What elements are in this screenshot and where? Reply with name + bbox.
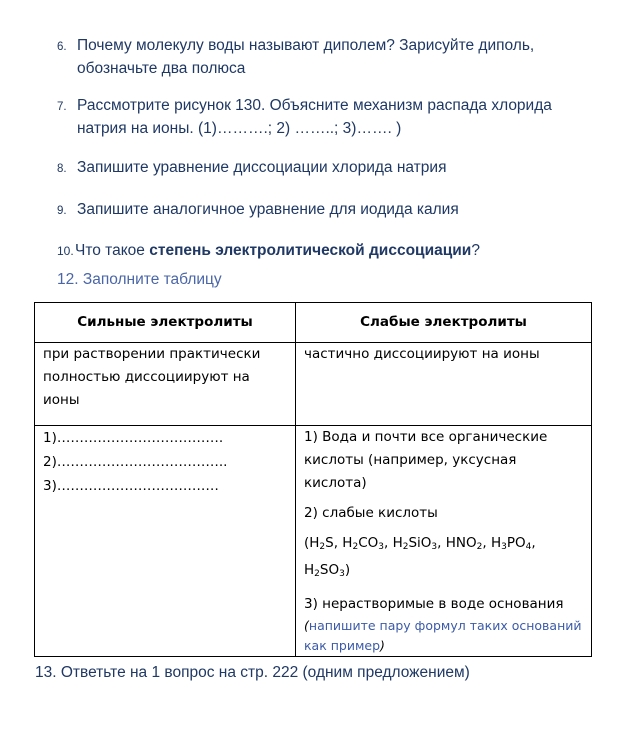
question-text: Рассмотрите рисунок 130. Объясните механизм распада хлорида xyxy=(77,97,552,114)
weak-acid-formulas: ($H_2S$, $H_2CO_3$, $H_2SiO_3$, $HNO_2$, $H_3PO_4$, $H_2SO_3$) xyxy=(304,535,536,579)
question-number: 7. xyxy=(57,101,67,113)
hint-text: напишите пару формул таких оснований как пример xyxy=(304,618,582,653)
question-number: 9. xyxy=(57,205,67,217)
hint-paren: ) xyxy=(380,638,385,653)
weak-definition-cell: частично диссоциируют на ионы xyxy=(296,343,592,426)
question-9 xyxy=(57,199,617,222)
question-mark: ? xyxy=(471,242,480,259)
weak-item-line: кислоты (например, уксусная кислота) xyxy=(304,452,517,491)
weak-item-2: 2) слабые кислоты xyxy=(304,505,438,521)
question-6 xyxy=(57,35,617,79)
strong-definition-line: полностью диссоциируют на xyxy=(43,369,250,385)
question-12: 12. Заполните таблицу xyxy=(57,271,222,288)
strong-definition-cell xyxy=(35,343,296,426)
weak-list-cell xyxy=(296,426,592,657)
question-13: 13. Ответьте на 1 вопрос на стр. 222 (одним предложением) xyxy=(35,664,470,681)
blank-line[interactable]: 3)……………………………… xyxy=(43,478,219,494)
question-number: 8. xyxy=(57,163,67,175)
question-text: Почему молекулу воды называют диполем? Зарисуйте диполь, xyxy=(77,37,535,54)
strong-definition-line: при растворении практически xyxy=(43,346,261,362)
question-number: 10. xyxy=(57,244,74,258)
header-strong: Сильные электролиты xyxy=(35,303,296,343)
question-text-continued: натрия на ионы. (1)……….; 2) ……..; 3)……. ) xyxy=(77,120,402,137)
table-header-row xyxy=(35,303,592,343)
question-text: Запишите аналогичное уравнение для иодида калия xyxy=(77,201,459,218)
weak-item-3: 3) нерастворимые в воде основания xyxy=(304,596,564,612)
strong-definition-line: ионы xyxy=(43,392,80,408)
table-row-examples xyxy=(35,426,592,657)
question-text: Что такое xyxy=(75,242,150,259)
table-row-definition xyxy=(35,343,592,426)
header-weak: Слабые электролиты xyxy=(296,303,592,343)
blank-line[interactable]: 2)……………………………….. xyxy=(43,454,228,470)
question-text-continued: обозначьте два полюса xyxy=(77,60,246,77)
question-10 xyxy=(57,240,617,262)
question-text: Запишите уравнение диссоциации хлорида натрия xyxy=(77,159,447,176)
blank-line[interactable]: 1)………………………………. xyxy=(43,430,224,446)
strong-list-cell xyxy=(35,426,296,657)
question-number: 6. xyxy=(57,41,67,53)
question-key-term: степень электролитической диссоциации xyxy=(149,242,472,259)
hint-paren: ( xyxy=(304,618,309,633)
weak-item-line: 1) Вода и почти все органические xyxy=(304,429,548,445)
question-7 xyxy=(57,95,617,139)
weak-item-1 xyxy=(304,426,583,495)
electrolytes-table xyxy=(34,302,592,657)
weak-hint xyxy=(304,616,583,656)
question-8 xyxy=(57,157,617,180)
